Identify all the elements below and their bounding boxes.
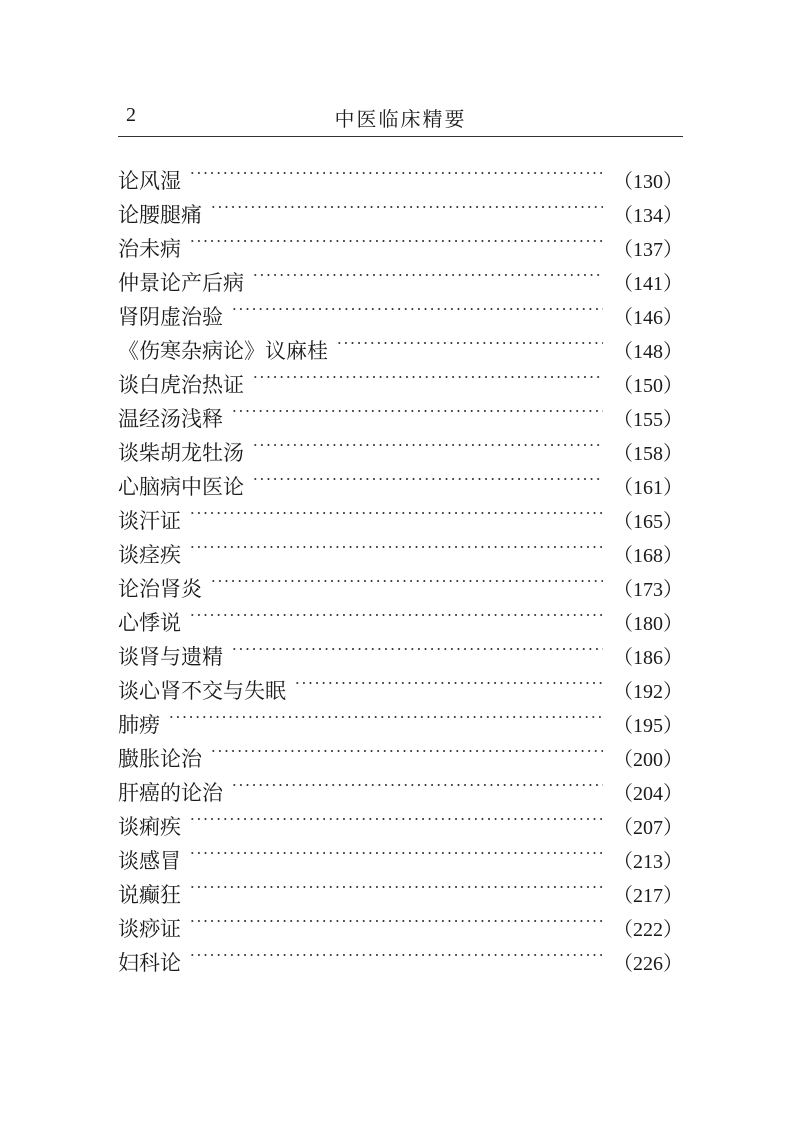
toc-entry-page: （186） [613,647,683,669]
toc-entry-title: 谈肾与遗精 [118,645,223,669]
toc-entry[interactable] [118,562,683,601]
toc-entry-title: 妇科论 [118,951,181,975]
toc-entry-page: （148） [613,341,683,363]
toc-entry-page: （213） [613,851,683,873]
toc-entry-title: 心脑病中医论 [118,475,244,499]
toc-entry-title: 臌胀论治 [118,747,202,771]
toc-entry-page: （134） [613,205,683,227]
dot-leader [231,766,603,800]
toc-entry-title: 《伤寒杂病论》议麻桂 [118,339,328,363]
toc-entry-page: （168） [613,545,683,567]
toc-entry[interactable] [118,528,683,567]
dot-leader [189,868,603,902]
toc-entry-page: （207） [613,817,683,839]
toc-entry-page: （146） [613,307,683,329]
toc-entry-page: （180） [613,613,683,635]
dot-leader [252,426,603,460]
dot-leader [252,358,603,392]
toc-entry[interactable] [118,154,683,193]
toc-entry-title: 谈汗证 [118,509,181,533]
dot-leader [252,460,603,494]
toc-entry[interactable] [118,868,683,907]
toc-entry[interactable] [118,936,683,975]
dot-leader [189,800,603,834]
toc-entry-title: 心悸说 [118,611,181,635]
dot-leader [189,154,603,188]
toc-entry-title: 谈感冒 [118,849,181,873]
toc-entry-page: （150） [613,375,683,397]
toc-entry-page: （161） [613,477,683,499]
dot-leader [252,256,603,290]
toc-entry[interactable] [118,256,683,295]
running-header [118,100,683,137]
dot-leader [231,392,603,426]
dot-leader [210,562,603,596]
toc-entry-page: （158） [613,443,683,465]
toc-entry-title: 谈柴胡龙牡汤 [118,441,244,465]
toc-entry-page: （130） [613,171,683,193]
toc-entry[interactable] [118,494,683,533]
toc-entry-title: 肺痨 [118,713,160,737]
dot-leader [189,494,603,528]
table-of-contents [118,154,683,975]
toc-entry-title: 仲景论产后病 [118,271,244,295]
toc-entry-title: 论腰腿痛 [118,203,202,227]
running-title: 中医临床精要 [334,107,467,131]
dot-leader [168,698,603,732]
toc-entry[interactable] [118,834,683,873]
toc-entry-page: （195） [613,715,683,737]
toc-entry-page: （226） [613,953,683,975]
toc-entry-title: 肾阴虚治验 [118,305,223,329]
toc-entry-title: 谈心肾不交与失眠 [118,679,286,703]
toc-entry[interactable] [118,732,683,771]
toc-entry[interactable] [118,698,683,737]
page-number: 2 [126,104,136,126]
dot-leader [210,188,603,222]
dot-leader [210,732,603,766]
toc-entry-title: 肝癌的论治 [118,781,223,805]
toc-entry-page: （173） [613,579,683,601]
dot-leader [231,290,603,324]
dot-leader [189,222,603,256]
toc-entry[interactable] [118,596,683,635]
dot-leader [189,834,603,868]
dot-leader [336,324,603,358]
toc-entry-title: 温经汤浅释 [118,407,223,431]
toc-entry-page: （141） [613,273,683,295]
toc-entry-page: （137） [613,239,683,261]
toc-entry-title: 论风湿 [118,169,181,193]
toc-entry[interactable] [118,902,683,941]
toc-entry-page: （222） [613,919,683,941]
toc-entry-page: （217） [613,885,683,907]
toc-entry[interactable] [118,630,683,669]
toc-entry-title: 谈痉疾 [118,543,181,567]
dot-leader [189,596,603,630]
dot-leader [189,936,603,970]
toc-entry-page: （155） [613,409,683,431]
toc-entry[interactable] [118,766,683,805]
toc-entry[interactable] [118,222,683,261]
toc-entry-page: （204） [613,783,683,805]
toc-entry-page: （192） [613,681,683,703]
dot-leader [189,528,603,562]
dot-leader [231,630,603,664]
toc-entry-title: 谈痢疾 [118,815,181,839]
toc-entry-page: （165） [613,511,683,533]
toc-entry[interactable] [118,188,683,227]
toc-entry-title: 论治肾炎 [118,577,202,601]
toc-entry-title: 谈痧证 [118,917,181,941]
toc-entry[interactable] [118,800,683,839]
dot-leader [189,902,603,936]
toc-entry-title: 治未病 [118,237,181,261]
toc-entry-page: （200） [613,749,683,771]
dot-leader [294,664,603,698]
toc-entry-title: 谈白虎治热证 [118,373,244,397]
toc-entry-title: 说癫狂 [118,883,181,907]
